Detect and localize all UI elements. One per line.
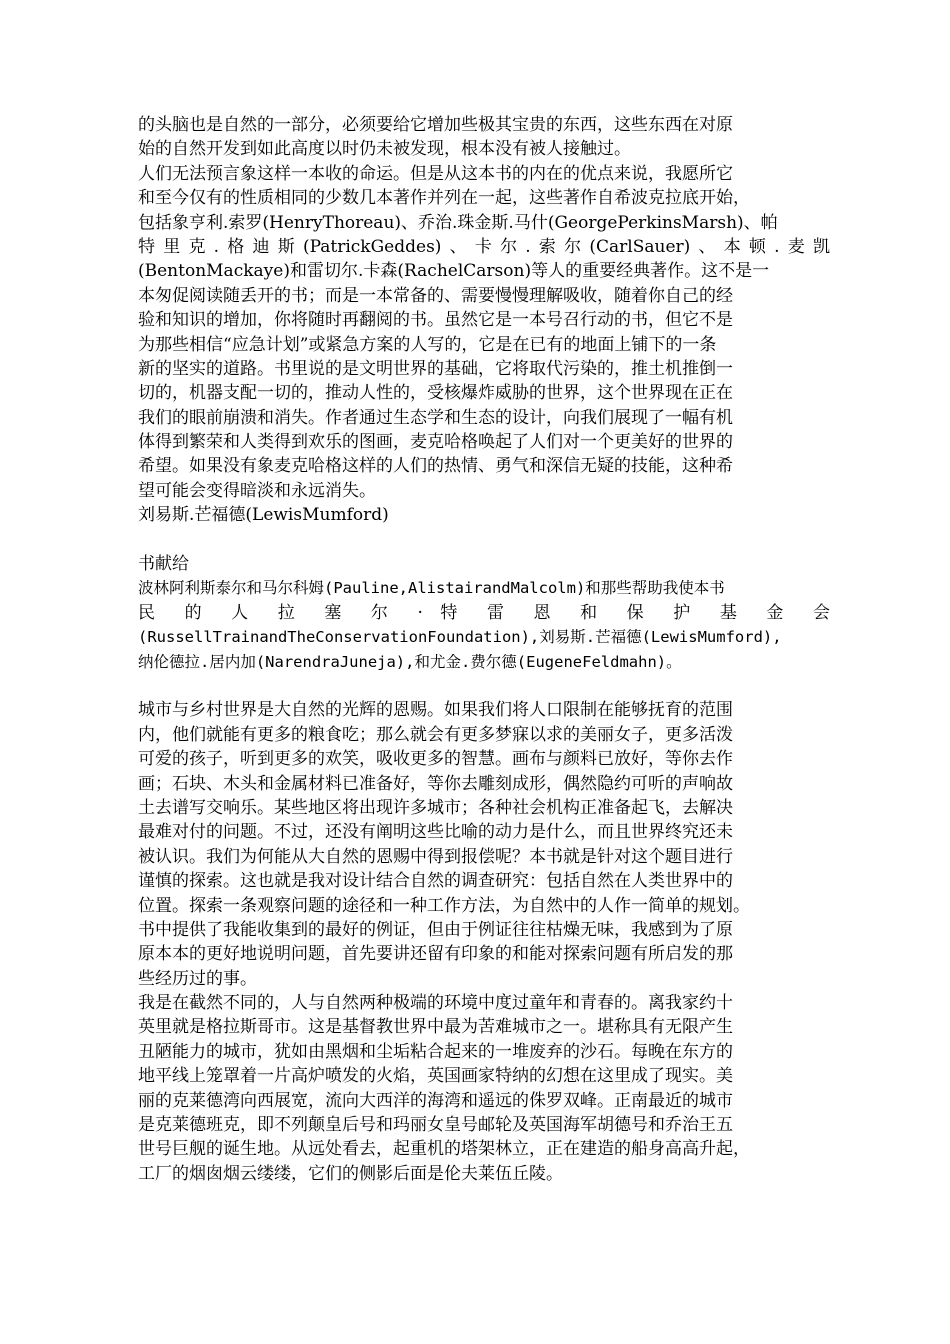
text-line: 新的坚实的道路。书里说的是文明世界的基础，它将取代污染的，推土机推倒一: [138, 358, 733, 379]
dedication-line: 民 的 人 拉 塞 尔 · 特 雷 恩 和 保 护 基 金 会: [138, 602, 830, 623]
document-page: [138, 113, 830, 1186]
text-line: 本匆促阅读随丢开的书；而是一本常备的、需要慢慢理解吸收，随着你自己的经: [138, 285, 733, 306]
foreword-signature: 刘易斯.芒福德(LewisMumford): [138, 505, 389, 526]
text-line: 城市与乡村世界是大自然的光辉的恩赐。如果我们将人口限制在能够抚育的范围: [138, 700, 733, 721]
spacer: [138, 674, 830, 698]
text-line: 位置。探索一条观察问题的途径和一种工作方法，为自然中的人作一简单的规划。: [138, 895, 750, 916]
text-line: 体得到繁荣和人类得到欢乐的图画，麦克哈格唤起了人们对一个更美好的世界的: [138, 432, 733, 453]
text-line: 谨慎的探索。这也就是我对设计结合自然的调查研究：包括自然在人类世界中的: [138, 871, 733, 892]
text-line: 人们无法预言象这样一本收的命运。但是从这本书的内在的优点来说，我愿所它: [138, 163, 733, 184]
dedication-section: [138, 552, 830, 674]
dedication-heading: 书献给: [138, 554, 189, 575]
text-line: 被认识。我们为何能从大自然的恩赐中得到报偿呢？本书就是针对这个题目进行: [138, 846, 733, 867]
text-line: 我是在截然不同的，人与自然两种极端的环境中度过童年和青春的。离我家约十: [138, 993, 733, 1014]
dedication-line: (RussellTrainandTheConservationFoundation),刘易斯.芒福德(LewisMumford),: [138, 628, 782, 647]
text-line: 原本本的更好地说明问题，首先要讲还留有印象的和能对探索问题有所启发的那: [138, 944, 733, 965]
text-line: 切的，机器支配一切的，推动人性的，受核爆炸威胁的世界，这个世界现在正在: [138, 383, 733, 404]
text-line: 些经历过的事。: [138, 968, 257, 989]
text-line: 书中提供了我能收集到的最好的例证，但由于例证往往枯燥无味，我感到为了原: [138, 919, 733, 940]
text-line: 土去谱写交响乐。某些地区将出现许多城市；各种社会机构正准备起飞，去解决: [138, 797, 733, 818]
text-line: 地平线上笼罩着一片高炉喷发的火焰，英国画家特纳的幻想在这里成了现实。美: [138, 1066, 733, 1087]
text-line: 英里就是格拉斯哥市。这是基督教世界中最为苦难城市之一。堪称具有无限产生: [138, 1017, 733, 1038]
text-line: 包括象亨利.索罗(HenryThoreau)、乔治.珠金斯.马什(GeorgePerkinsMarsh)、帕: [138, 212, 778, 233]
text-line: 丽的克莱德湾向西展宽，流向大西洋的海湾和遥远的侏罗双峰。正南最近的城市: [138, 1090, 733, 1111]
text-line: 画；石块、木头和金属材料已准备好，等你去雕刻成形，偶然隐约可听的声响故: [138, 773, 733, 794]
text-line: 最难对付的问题。不过，还没有阐明这些比喻的动力是什么，而且世界终究还未: [138, 822, 733, 843]
spacer: [138, 528, 830, 552]
text-line: 验和知识的增加，你将随时再翻阅的书。虽然它是一本号召行动的书，但它不是: [138, 310, 733, 331]
text-line: 始的自然开发到如此高度以时仍未被发现，根本没有被人接触过。: [138, 139, 631, 160]
text-line: 丑陋能力的城市，犹如由黑烟和尘垢粘合起来的一堆废弃的沙石。每晚在东方的: [138, 1041, 733, 1062]
text-line: 希望。如果没有象麦克哈格这样的人们的热情、勇气和深信无疑的技能，这种希: [138, 456, 733, 477]
text-line: 内，他们就能有更多的粮食吃；那么就会有更多梦寐以求的美丽女子，更多活泼: [138, 724, 733, 745]
text-line: 工厂的烟囱烟云缕缕，它们的侧影后面是伦夫莱伍丘陵。: [138, 1163, 563, 1184]
text-line: 和至今仅有的性质相同的少数几本著作并列在一起，这些著作自希波克拉底开始，: [138, 188, 750, 209]
text-line: 世号巨舰的诞生地。从远处看去，起重机的塔架林立，正在建造的船身高高升起，: [138, 1139, 750, 1160]
body-paragraph-1: [138, 698, 830, 991]
text-line: 望可能会变得暗淡和永远消失。: [138, 480, 376, 501]
intro-tail-paragraph: [138, 113, 830, 162]
text-line: 的头脑也是自然的一部分，必须要给它增加些极其宝贵的东西，这些东西在对原: [138, 115, 733, 135]
text-line: 是克莱德班克，即不列颠皇后号和玛丽女皇号邮轮及英国海军胡德号和乔治王五: [138, 1115, 733, 1136]
body-paragraph-2: [138, 991, 830, 1186]
text-line: (BentonMackaye)和雷切尔.卡森(RachelCarson)等人的重要经典著作。这不是一: [138, 261, 770, 282]
dedication-line: 波林阿利斯泰尔和马尔科姆(Pauline,AlistairandMalcolm)和那些帮助我使本书: [138, 579, 725, 598]
text-line: 我们的眼前崩溃和消失。作者通过生态学和生态的设计，向我们展现了一幅有机: [138, 407, 733, 428]
text-line: 可爱的孩子，听到更多的欢笑，吸收更多的智慧。画布与颜料已放好，等你去作: [138, 749, 733, 770]
dedication-line: 纳伦德拉.居内加(NarendraJuneja),和尤金.费尔德(EugeneFeldmahn)。: [138, 652, 682, 671]
text-line: 为那些相信“应急计划”或紧急方案的人写的，它是在已有的地面上铺下的一条: [138, 334, 717, 355]
mumford-paragraph: [138, 162, 830, 503]
text-line: 特里克.格迪斯(PatrickGeddes)、卡尔.索尔(CarlSauer)、本顿.麦凯: [138, 236, 830, 257]
